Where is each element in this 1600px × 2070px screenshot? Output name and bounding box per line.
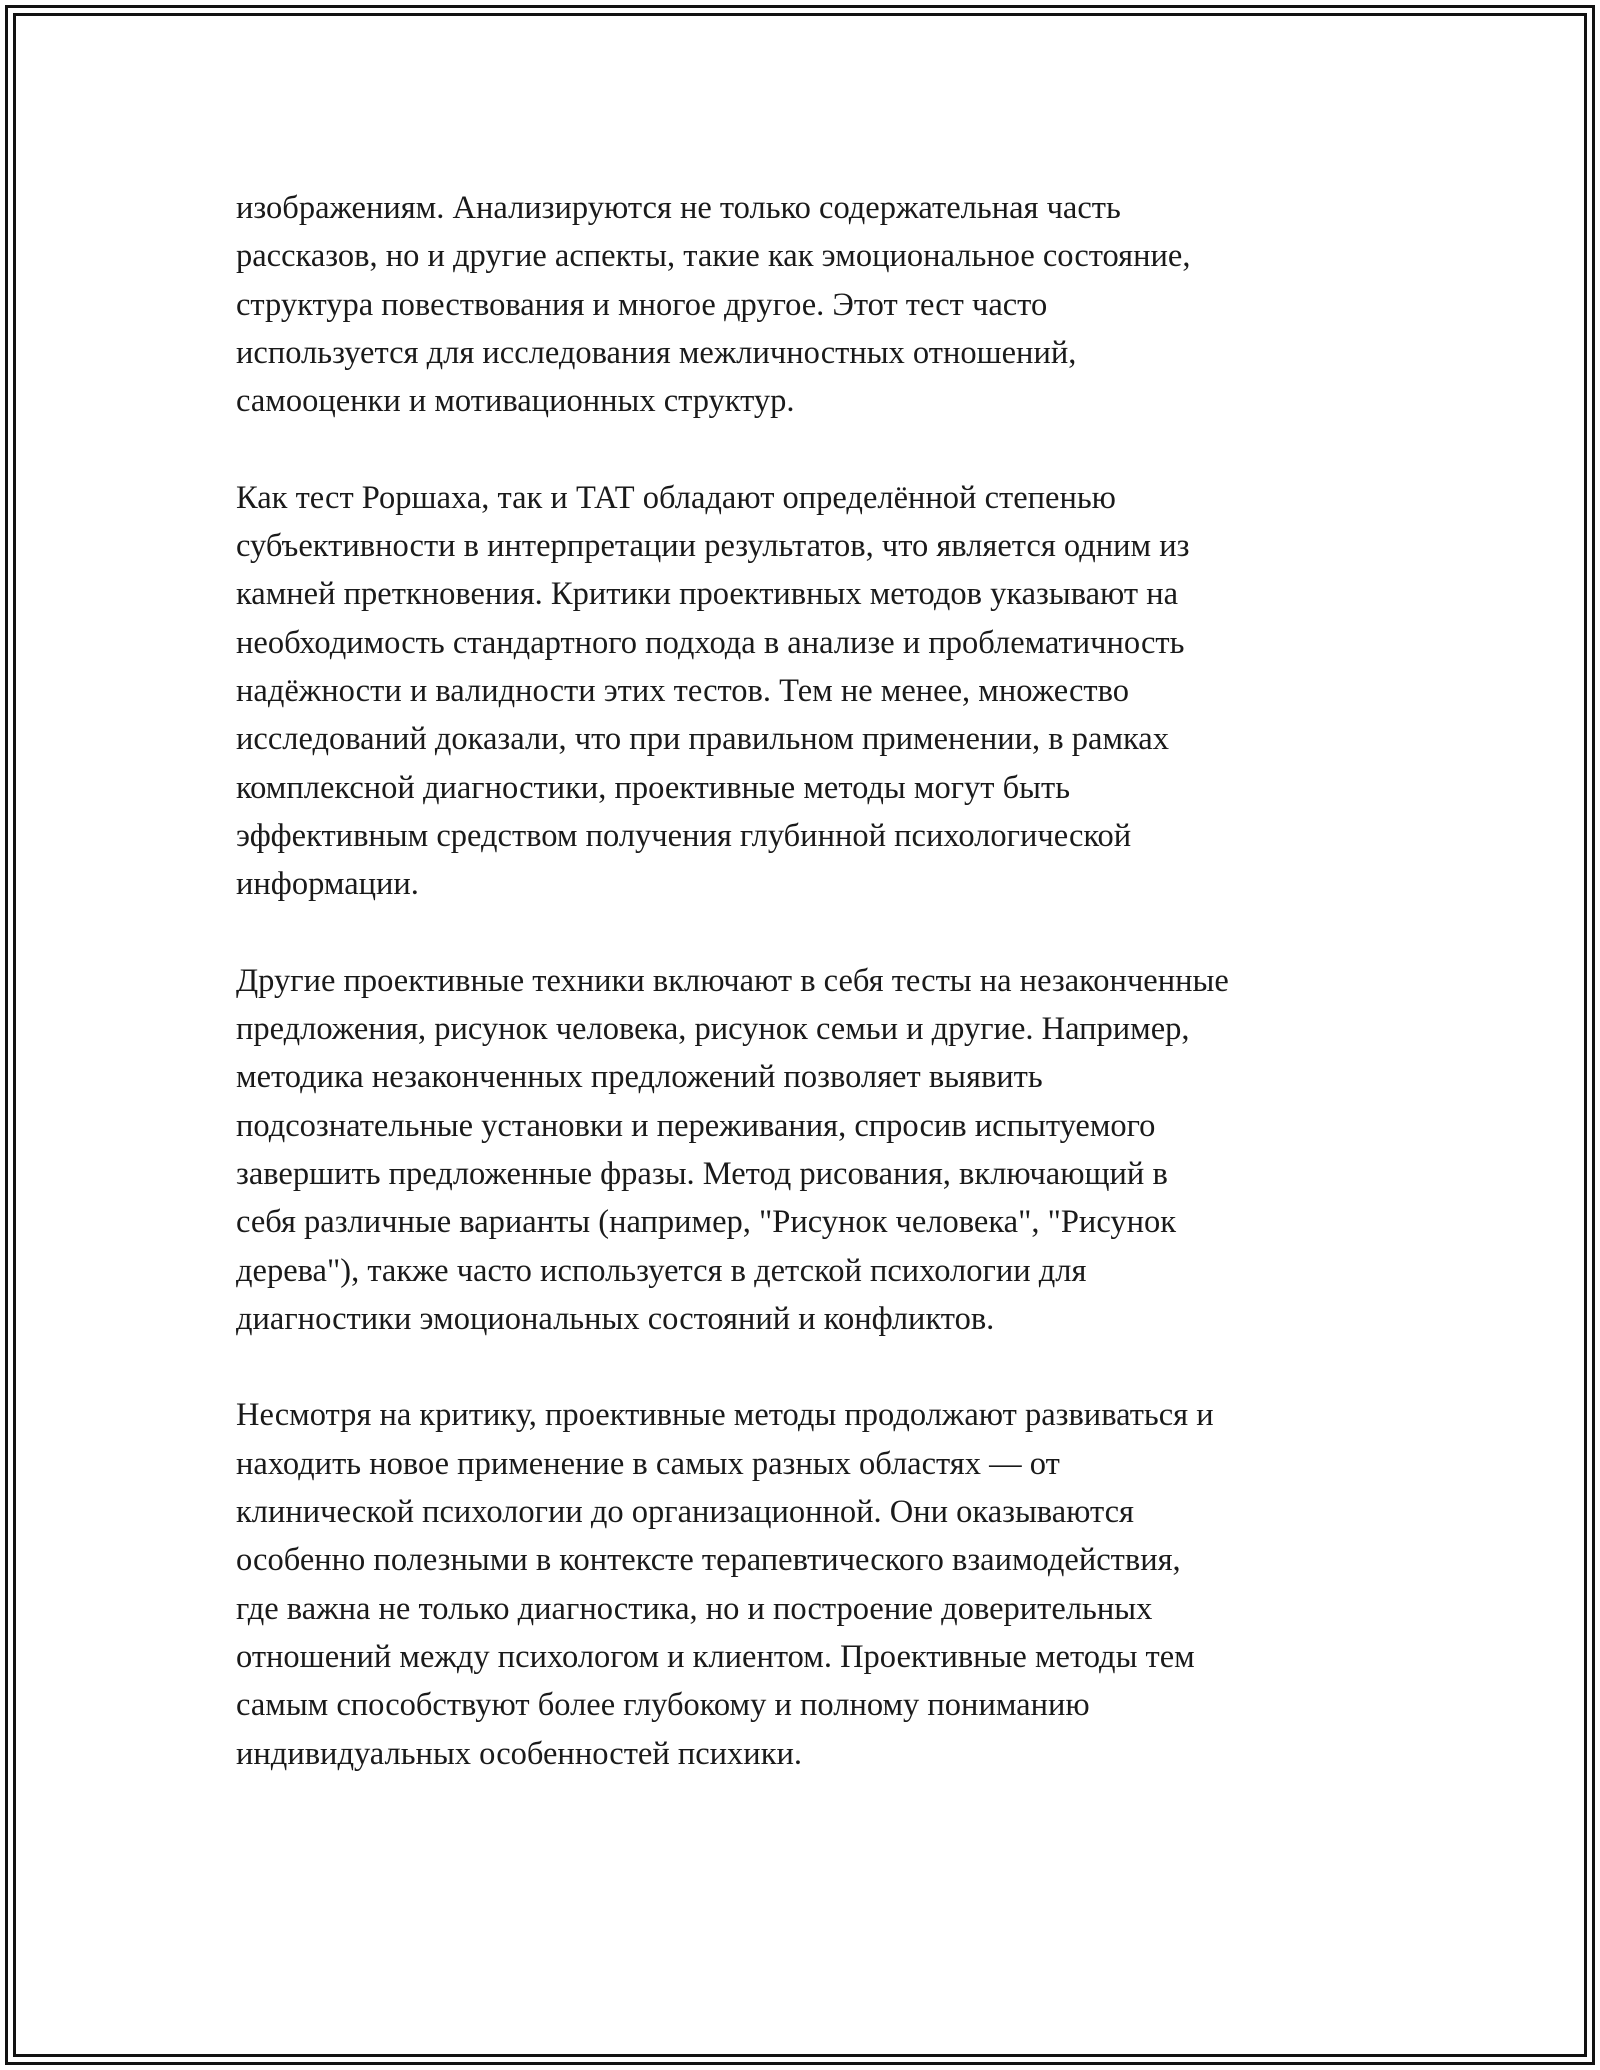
text-line: изображениям. Анализируются не только содержательная часть (236, 190, 1121, 226)
text-line: индивидуальных особенностей психики. (236, 1735, 803, 1772)
text-line: особенно полезными в контексте терапевтического взаимодействия, (236, 1542, 1181, 1579)
paragraph-1 (236, 184, 1396, 425)
text-line: рассказов, но и другие аспекты, такие как эмоциональное состояние, (236, 238, 1191, 275)
text-line: Другие проективные техники включают в себя тесты на незаконченные (236, 962, 1229, 999)
text-line: завершить предложенные фразы. Метод рисования, включающий в (236, 1155, 1168, 1192)
paragraph-2 (236, 474, 1396, 909)
text-line: Как тест Роршаха, так и ТАТ обладают определённой степенью (236, 479, 1116, 516)
text-line: эффективным средством получения глубинной психологической (236, 817, 1132, 854)
text-line: самым способствуют более глубокому и полному пониманию (236, 1687, 1090, 1724)
text-line: используется для исследования межличностных отношений, (236, 334, 1077, 371)
text-line: себя различные варианты (например, "Рисунок человека", "Рисунок (236, 1204, 1177, 1241)
text-line: методика незаконченных предложений позволяет выявить (236, 1059, 1043, 1096)
document-body (236, 184, 1396, 1826)
text-line: где важна не только диагностика, но и построение доверительных (236, 1590, 1153, 1627)
text-line: клинической психологии до организационной. Они оказываются (236, 1494, 1134, 1531)
paragraph-4 (236, 1391, 1396, 1777)
text-line: находить новое применение в самых разных областях — от (236, 1445, 1060, 1482)
text-line: комплексной диагностики, проективные методы могут быть (236, 769, 1071, 806)
text-line: подсознательные установки и переживания, спросив испытуемого (236, 1107, 1156, 1144)
text-line: самооценки и мотивационных структур. (236, 383, 795, 420)
text-line: структура повествования и многое другое. Этот тест часто (236, 286, 1048, 323)
text-line: предложения, рисунок человека, рисунок семьи и другие. Например, (236, 1011, 1190, 1048)
text-line: надёжности и валидности этих тестов. Тем не менее, множество (236, 672, 1129, 709)
text-line: исследований доказали, что при правильном применении, в рамках (236, 721, 1169, 758)
text-line: дерева"), также часто используется в детской психологии для (236, 1252, 1087, 1289)
text-line: диагностики эмоциональных состояний и конфликтов. (236, 1300, 995, 1337)
paragraph-3 (236, 957, 1396, 1343)
text-line: камней преткновения. Критики проективных методов указывают на (236, 576, 1179, 613)
text-line: необходимость стандартного подхода в анализе и проблематичность (236, 624, 1185, 661)
text-line: информации. (236, 866, 419, 903)
text-line: отношений между психологом и клиентом. Проективные методы тем (236, 1638, 1195, 1675)
text-line: Несмотря на критику, проективные методы продолжают развиваться и (236, 1397, 1214, 1434)
text-line: субъективности в интерпретации результатов, что является одним из (236, 528, 1190, 565)
